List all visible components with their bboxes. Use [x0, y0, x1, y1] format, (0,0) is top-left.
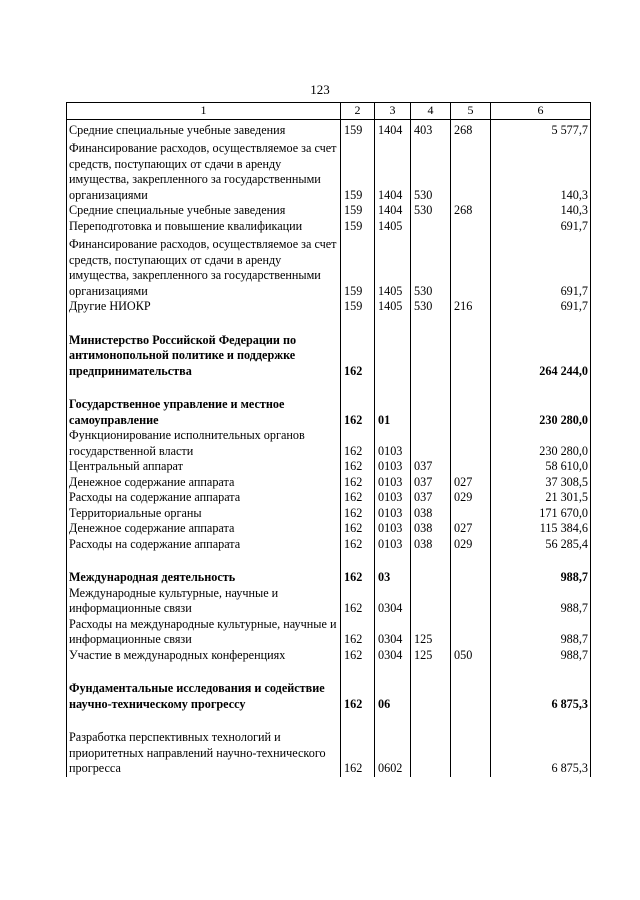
spacer-cell — [341, 552, 375, 570]
row-code-section: 0602 — [375, 730, 411, 777]
row-code-section: 1405 — [375, 299, 411, 315]
row-code-target — [411, 570, 451, 586]
row-code-chapter: 162 — [341, 475, 375, 491]
row-code-chapter: 159 — [341, 141, 375, 203]
row-amount: 6 875,3 — [491, 681, 591, 712]
row-amount: 988,7 — [491, 648, 591, 664]
row-code-target — [411, 219, 451, 235]
spacer-cell — [451, 552, 491, 570]
table-row — [67, 490, 591, 506]
row-code-chapter: 162 — [341, 506, 375, 522]
row-amount: 21 301,5 — [491, 490, 591, 506]
spacer-cell — [67, 315, 341, 333]
spacer-cell — [341, 663, 375, 681]
spacer-cell — [411, 552, 451, 570]
row-amount: 988,7 — [491, 570, 591, 586]
row-code-section: 1404 — [375, 141, 411, 203]
table-row — [67, 428, 591, 459]
row-code-target — [411, 428, 451, 459]
spacer-cell — [375, 712, 411, 730]
row-code-target: 530 — [411, 141, 451, 203]
row-name: Расходы на международные культурные, научные и информационные связи — [67, 617, 341, 648]
table-row — [67, 459, 591, 475]
row-code-chapter: 162 — [341, 730, 375, 777]
column-header: 1 — [67, 103, 341, 120]
row-code-target: 403 — [411, 123, 451, 139]
spacer-cell — [411, 712, 451, 730]
row-code-section: 1405 — [375, 237, 411, 299]
row-code-expense — [451, 506, 491, 522]
row-code-target: 038 — [411, 537, 451, 553]
spacer-cell — [491, 663, 591, 681]
row-amount: 140,3 — [491, 203, 591, 219]
row-code-expense — [451, 586, 491, 617]
spacer-cell — [67, 552, 341, 570]
table-row — [67, 521, 591, 537]
row-amount: 140,3 — [491, 141, 591, 203]
row-code-expense: 268 — [451, 203, 491, 219]
row-code-target: 530 — [411, 299, 451, 315]
row-name: Расходы на содержание аппарата — [67, 490, 341, 506]
spacer-cell — [341, 712, 375, 730]
spacer-cell — [341, 315, 375, 333]
row-code-section: 01 — [375, 397, 411, 428]
row-name: Фундаментальные исследования и содействие научно-техническому прогрессу — [67, 681, 341, 712]
row-code-chapter: 162 — [341, 490, 375, 506]
row-code-section: 0304 — [375, 617, 411, 648]
table-row — [67, 730, 591, 777]
column-header: 6 — [491, 103, 591, 120]
row-code-expense — [451, 428, 491, 459]
row-name: Финансирование расходов, осуществляемое за счет средств, поступающих от сдачи в аренду имущества, закрепленного за государственными организациями — [67, 237, 341, 299]
spacer-cell — [411, 663, 451, 681]
row-amount: 691,7 — [491, 299, 591, 315]
row-code-chapter: 159 — [341, 299, 375, 315]
row-code-chapter: 159 — [341, 123, 375, 139]
row-amount: 230 280,0 — [491, 428, 591, 459]
row-name: Переподготовка и повышение квалификации — [67, 219, 341, 235]
row-code-section: 0103 — [375, 490, 411, 506]
spacer-cell — [411, 379, 451, 397]
table-row — [67, 506, 591, 522]
row-name: Финансирование расходов, осуществляемое за счет средств, поступающих от сдачи в аренду имущества, закрепленного за государственными организациями — [67, 141, 341, 203]
row-code-expense — [451, 459, 491, 475]
row-name: Денежное содержание аппарата — [67, 475, 341, 491]
row-code-expense: 216 — [451, 299, 491, 315]
row-name: Министерство Российской Федерации по антимонопольной политике и поддержке предпринимательства — [67, 333, 341, 380]
row-amount: 6 875,3 — [491, 730, 591, 777]
row-code-chapter: 159 — [341, 219, 375, 235]
spacer-cell — [67, 712, 341, 730]
row-amount: 264 244,0 — [491, 333, 591, 380]
spacer-cell — [491, 712, 591, 730]
row-name: Центральный аппарат — [67, 459, 341, 475]
row-code-section: 0103 — [375, 428, 411, 459]
row-code-chapter: 162 — [341, 333, 375, 380]
row-amount: 58 610,0 — [491, 459, 591, 475]
row-code-section — [375, 333, 411, 380]
spacer-cell — [375, 663, 411, 681]
spacer-cell — [451, 379, 491, 397]
table-row — [67, 299, 591, 315]
row-code-target: 037 — [411, 459, 451, 475]
row-code-expense — [451, 237, 491, 299]
budget-table — [66, 102, 591, 777]
row-code-chapter: 162 — [341, 459, 375, 475]
row-amount: 691,7 — [491, 237, 591, 299]
column-header: 4 — [411, 103, 451, 120]
table-row — [67, 475, 591, 491]
row-code-section: 0103 — [375, 475, 411, 491]
row-code-expense — [451, 141, 491, 203]
column-header: 3 — [375, 103, 411, 120]
row-amount: 988,7 — [491, 617, 591, 648]
row-name: Международная деятельность — [67, 570, 341, 586]
row-amount: 56 285,4 — [491, 537, 591, 553]
table-row — [67, 237, 591, 299]
row-name: Разработка перспективных технологий и приоритетных направлений научно-технического прогресса — [67, 730, 341, 777]
row-code-expense: 027 — [451, 475, 491, 491]
spacer-row — [67, 712, 591, 730]
spacer-cell — [491, 315, 591, 333]
table-row — [67, 586, 591, 617]
row-code-section: 1404 — [375, 203, 411, 219]
row-code-section: 0103 — [375, 537, 411, 553]
spacer-cell — [375, 315, 411, 333]
row-code-target — [411, 586, 451, 617]
spacer-cell — [451, 315, 491, 333]
row-name: Денежное содержание аппарата — [67, 521, 341, 537]
row-code-target: 037 — [411, 475, 451, 491]
row-name: Территориальные органы — [67, 506, 341, 522]
column-header: 2 — [341, 103, 375, 120]
row-code-target — [411, 397, 451, 428]
row-name: Средние специальные учебные заведения — [67, 123, 341, 139]
row-code-target: 038 — [411, 506, 451, 522]
row-name: Государственное управление и местное самоуправление — [67, 397, 341, 428]
table-row — [67, 219, 591, 235]
table-row — [67, 203, 591, 219]
row-code-expense: 029 — [451, 537, 491, 553]
row-code-target: 038 — [411, 521, 451, 537]
spacer-cell — [375, 552, 411, 570]
row-code-chapter: 162 — [341, 617, 375, 648]
row-code-section: 1404 — [375, 123, 411, 139]
row-code-section: 0103 — [375, 459, 411, 475]
row-name: Функционирование исполнительных органов государственной власти — [67, 428, 341, 459]
spacer-cell — [451, 712, 491, 730]
table-body — [67, 119, 591, 777]
row-code-section: 1405 — [375, 219, 411, 235]
spacer-cell — [491, 552, 591, 570]
table-row — [67, 537, 591, 553]
table-row — [67, 397, 591, 428]
row-name: Средние специальные учебные заведения — [67, 203, 341, 219]
spacer-cell — [341, 379, 375, 397]
row-amount: 37 308,5 — [491, 475, 591, 491]
row-code-target — [411, 333, 451, 380]
page-number: 123 — [310, 82, 330, 97]
spacer-cell — [411, 315, 451, 333]
row-code-section: 06 — [375, 681, 411, 712]
row-code-expense — [451, 681, 491, 712]
row-amount: 115 384,6 — [491, 521, 591, 537]
row-amount: 691,7 — [491, 219, 591, 235]
row-code-expense — [451, 333, 491, 380]
row-name: Международные культурные, научные и информационные связи — [67, 586, 341, 617]
row-code-chapter: 162 — [341, 428, 375, 459]
row-code-target: 037 — [411, 490, 451, 506]
spacer-cell — [67, 379, 341, 397]
spacer-row — [67, 379, 591, 397]
row-code-expense — [451, 730, 491, 777]
row-code-expense — [451, 219, 491, 235]
row-amount: 171 670,0 — [491, 506, 591, 522]
row-code-section: 03 — [375, 570, 411, 586]
row-code-expense: 050 — [451, 648, 491, 664]
row-code-chapter: 162 — [341, 586, 375, 617]
spacer-cell — [451, 663, 491, 681]
table-row — [67, 123, 591, 139]
row-code-section: 0103 — [375, 521, 411, 537]
row-code-expense: 029 — [451, 490, 491, 506]
row-code-chapter: 162 — [341, 521, 375, 537]
spacer-row — [67, 315, 591, 333]
row-code-expense — [451, 397, 491, 428]
row-code-chapter: 162 — [341, 537, 375, 553]
table-row — [67, 333, 591, 380]
spacer-row — [67, 552, 591, 570]
row-code-expense: 268 — [451, 123, 491, 139]
row-name: Участие в международных конференциях — [67, 648, 341, 664]
row-code-expense: 027 — [451, 521, 491, 537]
table-row — [67, 648, 591, 664]
header-row — [67, 103, 591, 120]
row-code-target: 125 — [411, 648, 451, 664]
row-code-target: 530 — [411, 203, 451, 219]
row-code-section: 0304 — [375, 648, 411, 664]
column-header: 5 — [451, 103, 491, 120]
row-code-expense — [451, 570, 491, 586]
row-code-section: 0103 — [375, 506, 411, 522]
spacer-cell — [491, 379, 591, 397]
spacer-cell — [375, 379, 411, 397]
row-code-section: 0304 — [375, 586, 411, 617]
row-code-chapter: 159 — [341, 203, 375, 219]
row-name: Расходы на содержание аппарата — [67, 537, 341, 553]
spacer-cell — [67, 663, 341, 681]
row-code-target — [411, 681, 451, 712]
row-name: Другие НИОКР — [67, 299, 341, 315]
spacer-row — [67, 663, 591, 681]
row-code-chapter: 162 — [341, 648, 375, 664]
row-amount: 988,7 — [491, 586, 591, 617]
table-row — [67, 570, 591, 586]
row-amount: 230 280,0 — [491, 397, 591, 428]
row-code-chapter: 162 — [341, 397, 375, 428]
row-code-chapter: 162 — [341, 681, 375, 712]
row-code-target: 125 — [411, 617, 451, 648]
table-row — [67, 141, 591, 203]
row-code-target: 530 — [411, 237, 451, 299]
row-code-target — [411, 730, 451, 777]
table-row — [67, 681, 591, 712]
row-amount: 5 577,7 — [491, 123, 591, 139]
table-row — [67, 617, 591, 648]
row-code-expense — [451, 617, 491, 648]
row-code-chapter: 162 — [341, 570, 375, 586]
row-code-chapter: 159 — [341, 237, 375, 299]
